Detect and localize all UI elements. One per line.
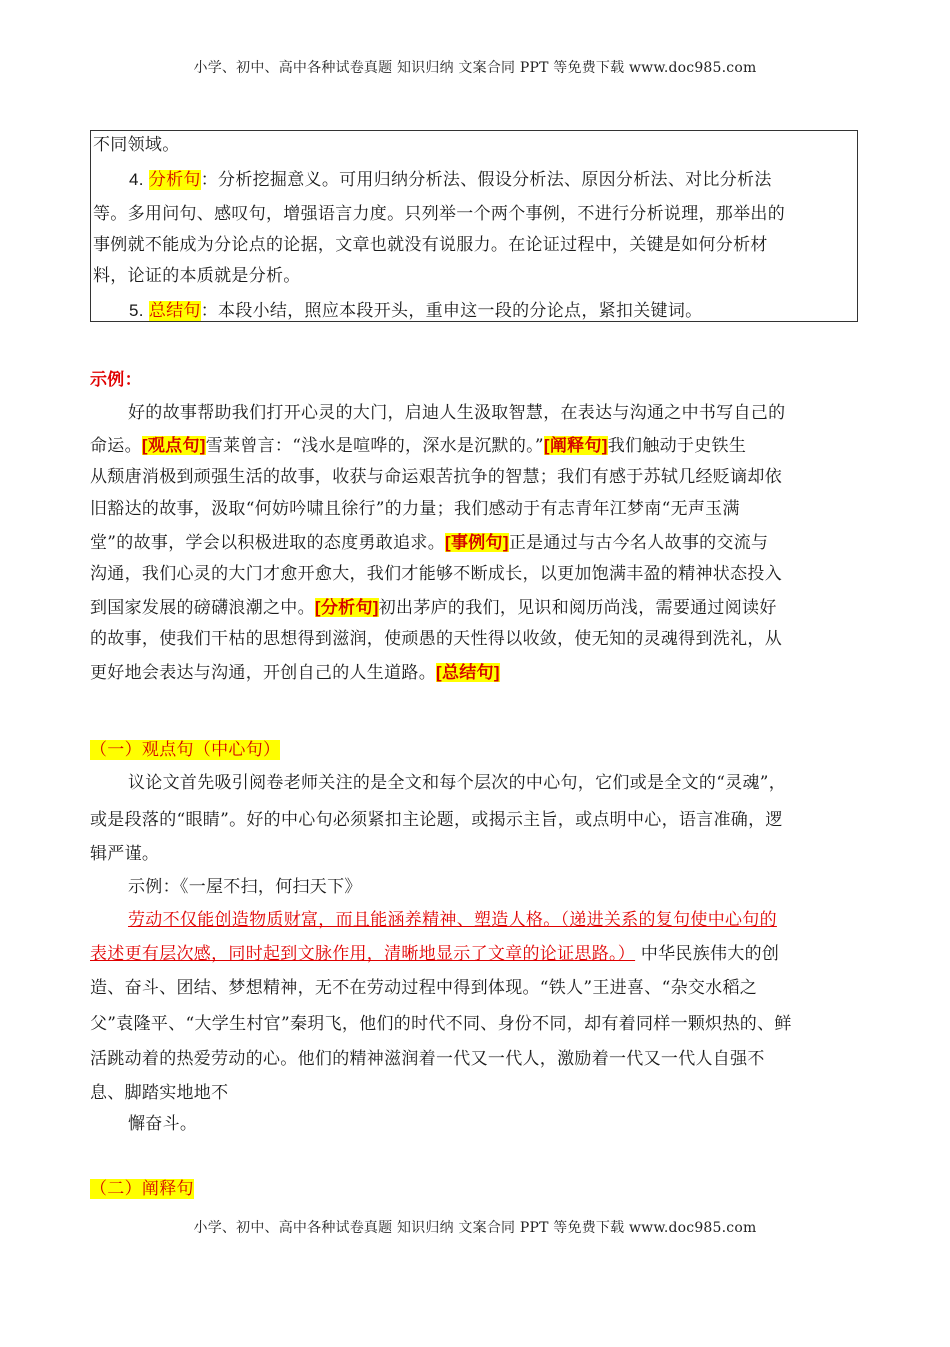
para-line: 活跳动着的热爱劳动的心。他们的精神滋润着一代又一代人，激励着一代又一代人自强不 [90,1049,765,1069]
text: 正是通过与古今名人故事的交流与 [508,533,769,553]
example-label: 示例：《一屋不扫，何扫天下》 [128,877,362,897]
text: 我们触动于史铁生 [607,436,747,456]
section-heading: （二）阐释句 [90,1179,194,1199]
label-analysis: 分析句 [148,170,201,190]
text: 堂”的故事，学会以积极进取的态度勇敢追求。 [90,533,445,553]
box-text: ：本段小结，照应本段开头，重申这一段的分论点，紧扣关键词。 [200,301,703,321]
example-line [90,664,858,682]
tag-summary: [总结句] [436,663,500,682]
box-text: ：分析挖掘意义。可用归纳分析法、假设分析法、原因分析法、对比分析法 [200,170,772,190]
item-number: 4. [129,170,149,189]
section-heading: （一）观点句（中心句） [90,740,281,760]
example-line [90,437,858,455]
text: 雪莱曾言：“浅水是喧哗的，深水是沉默的。” [205,436,544,456]
para-line: 或是段落的“眼睛”。好的中心句必须紧扣主论题，或揭示主旨，或点明中心，语言准确，逻 [90,810,783,830]
box-line: 等。多用问句、感叹句，增强语言力度。只列举一个两个事例，不进行分析说理，那举出的 [93,204,785,224]
para-line: 议论文首先吸引阅卷老师关注的是全文和每个层次的中心句，它们或是全文的“灵魂”， [128,773,787,793]
box-line: 料，论证的本质就是分析。 [93,266,301,286]
example-line: 好的故事帮助我们打开心灵的大门，启迪人生汲取智慧，在表达与沟通之中书写自己的 [128,403,786,423]
tag-case: [事例句] [445,533,509,552]
label-summary: 总结句 [148,301,201,321]
example-title: 示例： [90,370,142,390]
para-line: 造、奋斗、团结、梦想精神，无不在劳动过程中得到体现。“铁人”王进喜、“杂交水稻之 [90,978,758,998]
page-footer: 小学、初中、高中各种试卷真题 知识归纳 文案合同 PPT 等免费下载 www.doc985.com [193,1220,757,1236]
example-line: 旧豁达的故事，汲取“何妨吟啸且徐行”的力量；我们感动于有志青年江梦南“无声玉满 [90,499,740,519]
example-line: 的故事，使我们干枯的思想得到滋润，使顽愚的天性得以收敛，使无知的灵魂得到洗礼，从 [90,629,782,649]
para-line: 懈奋斗。 [128,1114,198,1134]
item-number: 5. [129,301,149,320]
para-line: 父”袁隆平、“大学生村官”秦玥飞，他们的时代不同、身份不同，却有着同样一颗炽热的、鲜 [90,1014,792,1034]
text: 更好地会表达与沟通，开创自己的人生道路。 [90,663,436,683]
box-item-4 [129,171,857,189]
tag-analysis: [分析句] [314,598,379,617]
para-line: 息、脚踏实地地不 [90,1083,229,1103]
method-box [90,130,858,322]
tag-explain: [阐释句] [543,436,608,455]
example-line: 从颓唐消极到顽强生活的故事，收获与命运艰苦抗争的智慧；我们有感于苏轼几经贬谪却依 [90,467,782,487]
text: 中华民族伟大的创 [635,944,780,964]
box-line: 事例就不能成为分论点的论据，文章也就没有说服力。在论证过程中，关键是如何分析材 [93,235,768,255]
red-annotation: 表述更有层次感，同时起到文脉作用，清晰地显示了文章的论证思路。） [90,944,636,964]
box-line: 不同领域。 [93,135,180,155]
text: 初出茅庐的我们，见识和阅历尚浅，需要通过阅读好 [378,598,777,618]
tag-view: [观点句] [141,436,206,455]
red-annotation: 劳动不仅能创造物质财富，而且能涵养精神、塑造人格。（递进关系的复句使中心句的 [128,910,777,930]
example-line: 沟通，我们心灵的大门才愈开愈大，我们才能够不断成长，以更加饱满丰盈的精神状态投入 [90,564,782,584]
para-line: 辑严谨。 [90,844,160,864]
text: 到国家发展的磅礴浪潮之中。 [90,598,315,618]
page-header: 小学、初中、高中各种试卷真题 知识归纳 文案合同 PPT 等免费下载 www.doc985.com [193,60,757,76]
example-line [90,599,858,617]
example-line [90,534,858,552]
text: 命运。 [90,436,142,456]
para-line [90,946,858,963]
box-item-5 [129,302,857,320]
